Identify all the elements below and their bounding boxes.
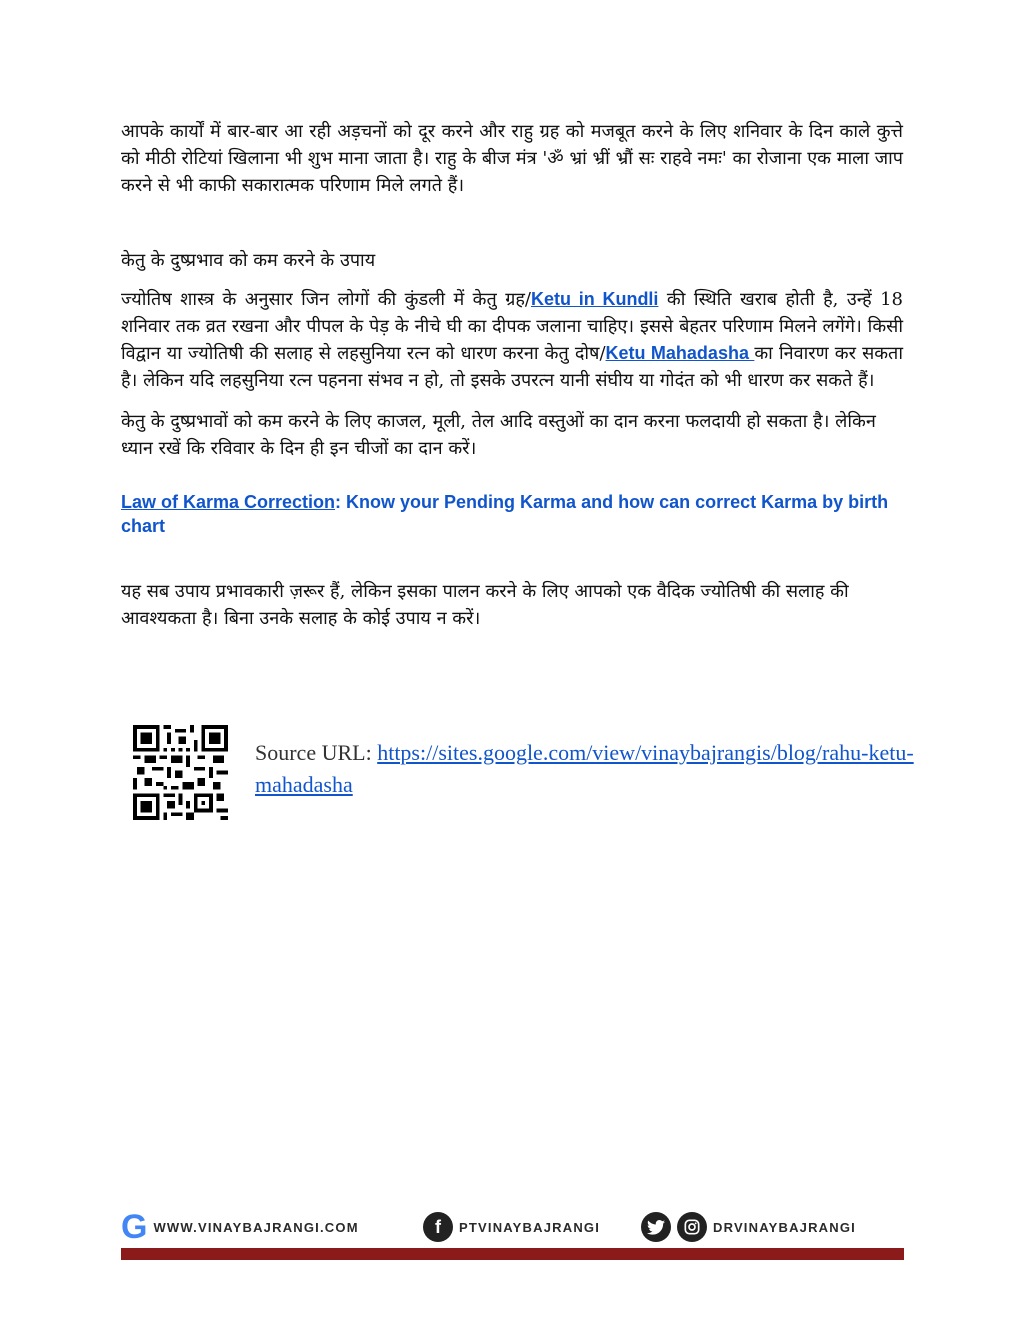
paragraph-rahu-remedies: आपके कार्यों में बार-बार आ रही अड़चनों को दूर करने और राहु ग्रह को मजबूत करने के लिए शनिवार के दिन काले कुत्ते को मीठी रोटियां खिलाना भी शुभ माना जाता है। राहु के बीज मंत्र 'ॐ भ्रां भ्रीं भ्रौं सः राहवे नमः' का रोजाना एक माला जाप करने से भी काफी सकारात्मक परिणाम मिले लगते हैं। bbox=[121, 121, 903, 196]
source-section bbox=[133, 725, 923, 820]
ketu-mahadasha-link[interactable]: Ketu Mahadasha bbox=[605, 343, 755, 363]
footer-facebook[interactable] bbox=[423, 1210, 600, 1244]
footer-facebook-text: PTVINAYBAJRANGI bbox=[459, 1219, 601, 1235]
paragraph-ketu-donation: केतु के दुष्प्रभावों को कम करने के लिए काजल, मूली, तेल आदि वस्तुओं का दान करना फलदायी हो सकता है। लेकिन ध्यान रखें कि रविवार के दिन ही इन चीजों का दान करें। bbox=[121, 411, 876, 459]
law-of-karma-correction-link[interactable]: Law of Karma Correction bbox=[121, 492, 336, 512]
source-url-link[interactable]: https://sites.google.com/view/vinaybajrangis/blog/rahu-ketu-mahadasha bbox=[255, 740, 914, 797]
facebook-icon: f bbox=[423, 1212, 453, 1242]
paragraph-ketu-kundli-text-3: का निवारण कर सकता है। लेकिन यदि लहसुनिया रत्न पहनना संभव न हो, तो इसके उपरत्न यानी संघीय या गोदंत को भी धारण कर सकते हैं। bbox=[121, 343, 903, 391]
section-heading-ketu-remedies: केतु के दुष्प्रभाव को कम करने के उपाय bbox=[121, 250, 376, 271]
footer-social[interactable] bbox=[641, 1210, 856, 1244]
twitter-icon bbox=[641, 1212, 671, 1242]
paragraph-consult-astrologer: यह सब उपाय प्रभावकारी ज़रूर हैं, लेकिन इसका पालन करने के लिए आपको एक वैदिक ज्योतिषी की सलाह की आवश्यकता है। बिना उनके सलाह के कोई उपाय न करें। bbox=[121, 581, 849, 629]
source-url-label: Source URL: bbox=[255, 740, 378, 765]
karma-correction-line bbox=[121, 490, 903, 538]
paragraph-ketu-kundli bbox=[121, 286, 903, 394]
ketu-in-kundli-link[interactable]: Ketu in Kundli bbox=[530, 289, 659, 309]
paragraph-ketu-kundli-text-2: की स्थिति खराब होती है, उन्हें 18 शनिवार तक व्रत रखना और पीपल के पेड़ के नीचे घी का दीपक जलाना चाहिए। इससे बेहतर परिणाम मिलने लगेंगे। किसी विद्वान या ज्योतिषी की सलाह से लहसुनिया रत्न को धारण करना केतु दोष/ bbox=[121, 289, 903, 364]
footer-bar bbox=[121, 1248, 904, 1260]
qr-code-icon bbox=[133, 725, 228, 820]
google-icon: G bbox=[121, 1208, 148, 1246]
karma-correction-text: : Know your Pending Karma and how can correct Karma by birth chart bbox=[121, 492, 889, 536]
source-url-block bbox=[255, 737, 915, 801]
paragraph-ketu-kundli-text-1: ज्योतिष शास्त्र के अनुसार जिन लोगों की कुंडली में केतु ग्रह/ bbox=[121, 289, 531, 310]
document-body bbox=[121, 118, 903, 632]
footer-social-text: DRVINAYBAJRANGI bbox=[713, 1219, 856, 1235]
footer-website[interactable] bbox=[121, 1210, 359, 1244]
instagram-icon bbox=[677, 1212, 707, 1242]
footer-website-text: WWW.VINAYBAJRANGI.COM bbox=[153, 1219, 359, 1235]
footer bbox=[121, 1210, 904, 1262]
